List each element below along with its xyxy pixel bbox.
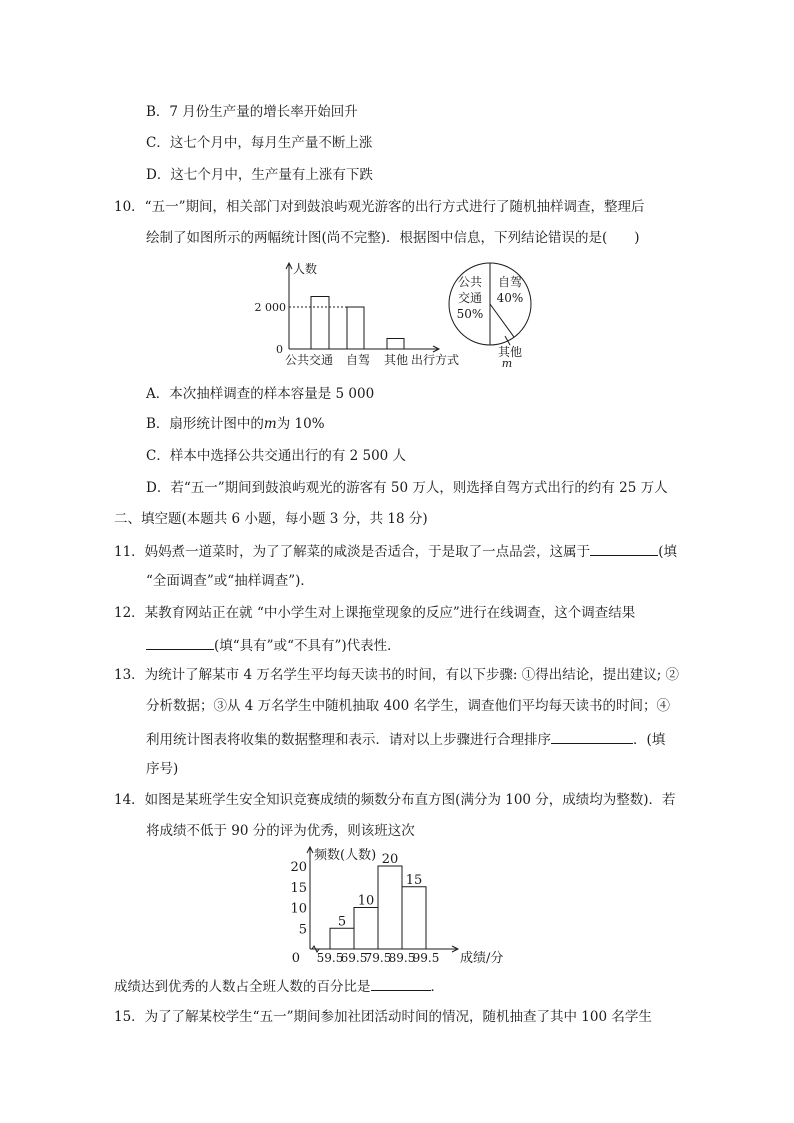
section-fill-in-heading: 二、填空题(本题共 6 小题，每小题 3 分，共 18 分) xyxy=(114,511,428,527)
q11-line1: 11．妈妈煮一道菜时，为了了解菜的咸淡是否适合，于是取了一点品尝，这属于 (填 xyxy=(114,541,677,561)
y-tick-label: 0 xyxy=(276,343,283,356)
y-axis-label: 频数(人数) xyxy=(314,848,377,863)
q10-option-d: D．若“五一”期间到鼓浪屿观光的游客有 50 万人，则选择自驾方式出行的约有 25 万人 xyxy=(146,480,668,496)
bar-1 xyxy=(347,307,364,349)
y-tick-label: 2 000 xyxy=(254,301,286,314)
q10-option-c: C．样本中选择公共交通出行的有 2 500 人 xyxy=(146,448,407,464)
q11-line2: “全面调查”或“抽样调查”)． xyxy=(146,573,314,589)
pie-value-self-drive: 40% xyxy=(496,291,524,305)
x-tick-label: 89.5 xyxy=(388,951,416,965)
q10-stem-line1: 10．“五一”期间，相关部门对到鼓浪屿观光游客的出行方式进行了随机抽样调查，整理后 xyxy=(114,199,645,215)
histogram-bar-0 xyxy=(330,928,354,949)
x-tick-label: 79.5 xyxy=(364,951,392,965)
bar-data-label: 5 xyxy=(337,914,347,930)
y-tick-label: 5 xyxy=(298,922,307,938)
q9-option-b: B．7 月份生产量的增长率开始回升 xyxy=(146,104,358,120)
q13-line2: 分析数据；③从 4 万名学生中随机抽取 400 名学生，调查他们平均每天读书的时间；④ xyxy=(146,698,671,714)
y-tick-label: 10 xyxy=(290,901,307,917)
pie-label-public-transit: 公共 xyxy=(457,275,483,289)
pie-value-public-transit: 50% xyxy=(456,307,484,321)
variable-m: m xyxy=(263,416,277,432)
histogram-bar-2 xyxy=(378,866,402,949)
histogram-bar-1 xyxy=(354,908,378,950)
pie-label-self-drive: 自驾 xyxy=(497,275,523,289)
x-tick-label: 其他 xyxy=(383,353,409,367)
bar-0 xyxy=(311,297,329,350)
x-tick-label: 公共交通 xyxy=(284,353,334,367)
q9-option-c: C．这七个月中，每月生产量不断上涨 xyxy=(146,135,373,151)
q14-line2: 将成绩不低于 90 分的评为优秀，则该班这次 xyxy=(146,823,415,839)
q10-option-b: B．扇形统计图中的m为 10% xyxy=(146,416,325,432)
q10-option-a: A．本次抽样调查的样本容量是 5 000 xyxy=(146,386,375,402)
bar-data-label: 20 xyxy=(381,852,399,867)
pie-slice-boundary-1 xyxy=(490,304,514,337)
x-tick-label: 99.5 xyxy=(412,951,440,965)
y-tick-label: 15 xyxy=(290,880,307,896)
q13-answer-blank[interactable] xyxy=(551,729,633,744)
bar-data-label: 10 xyxy=(357,893,375,909)
y-tick-label: 20 xyxy=(290,860,307,875)
q10-stem-line2: 绘制了如图所示的两幅统计图(尚不完整)．根据图中信息，下列结论错误的是( ) xyxy=(146,230,640,246)
x-tick-label: 自驾 xyxy=(345,353,371,367)
bar-2 xyxy=(387,339,404,350)
q14-answer-blank[interactable] xyxy=(371,976,431,991)
q9-option-d: D．这七个月中，生产量有上涨有下跌 xyxy=(146,167,373,183)
q13-line1: 13．为统计了解某市 4 万名学生平均每天读书的时间，有以下步骤: ①得出结论，提出建议; ② xyxy=(114,667,680,683)
x-tick-label: 69.5 xyxy=(340,951,368,965)
pie-label-other: 其他 xyxy=(497,345,523,359)
y-axis-label: 人数 xyxy=(293,262,318,276)
q12-line1: 12．某教育网站正在就 “中小学生对上课拖堂现象的反应”进行在线调查，这个调查结果 xyxy=(114,605,636,621)
q12-answer-blank[interactable] xyxy=(146,635,214,650)
q13-line4: 序号) xyxy=(146,761,179,777)
q11-answer-blank[interactable] xyxy=(590,541,658,556)
x-tick-label: 59.5 xyxy=(316,951,344,965)
q15-line1: 15．为了了解某校学生“五一”期间参加社团活动时间的情况，随机抽查了其中 100 名学生 xyxy=(114,1009,652,1025)
pie-value-other: m xyxy=(501,357,513,370)
histogram-bar-3 xyxy=(402,887,426,949)
q12-line2: (填“具有”或“不具有”)代表性． xyxy=(146,635,401,655)
q14-line3: 成绩达到优秀的人数占全班人数的百分比是 ． xyxy=(114,976,444,996)
pie-label-public-transit: 交通 xyxy=(457,291,483,305)
q13-line3: 利用统计图表将收集的数据整理和表示．请对以上步骤进行合理排序 ．(填 xyxy=(146,729,665,749)
q10-pie-chart xyxy=(440,255,540,370)
y-tick-label: 0 xyxy=(291,951,300,966)
q14-line1: 14．如图是某班学生安全知识竞赛成绩的频数分布直方图(满分为 100 分，成绩均为整数)．若 xyxy=(114,792,676,808)
x-axis-label: 出行方式 xyxy=(411,353,460,367)
bar-data-label: 15 xyxy=(405,872,423,888)
q14-histogram xyxy=(280,843,510,971)
x-axis-label: 成绩/分 xyxy=(460,951,504,966)
